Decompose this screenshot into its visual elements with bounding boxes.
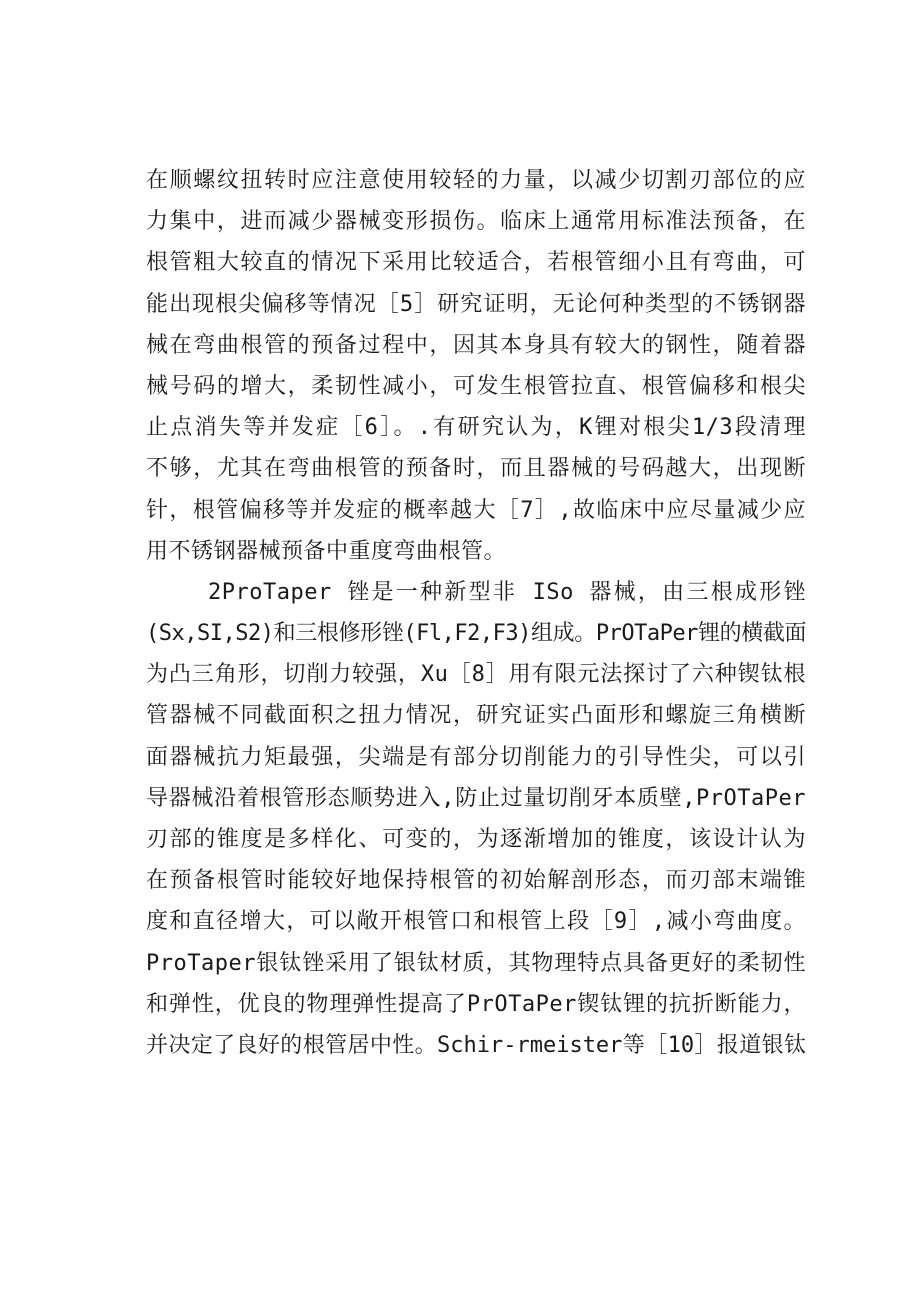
text-line: 根管粗大较直的情况下采用比较适合，若根管细小且有弯曲，可 (146, 250, 806, 276)
text-line: 止点消失等并发症［6］。.有研究认为，K锂对根尖1/3段清理 (146, 415, 806, 441)
text-line: 并决定了良好的根管居中性。Schir-rmeister等［10］报道银钛 (146, 1032, 806, 1058)
text-line: 械在弯曲根管的预备过程中，因其本身具有较大的钢性，随着器 (146, 332, 806, 358)
text-line: 不够，尤其在弯曲根管的预备时，而且器械的号码越大，出现断 (146, 456, 806, 482)
text-line: 面器械抗力矩最强，尖端是有部分切削能力的引导性尖，可以引 (146, 744, 806, 770)
text-line: 和弹性，优良的物理弹性提高了PrOTaPer锲钛锂的抗折断能力， (146, 991, 806, 1017)
text-line: 在顺螺纹扭转时应注意使用较轻的力量，以减少切割刃部位的应 (146, 168, 806, 193)
text-line: 管器械不同截面积之扭力情况，研究证实凸面形和螺旋三角横断 (146, 703, 806, 729)
text-line-paragraph-start: 2ProTaper 锉是一种新型非 ISo 器械，由三根成形锉 (146, 579, 806, 605)
text-line: 在预备根管时能较好地保持根管的初始解剖形态，而刃部末端锥 (146, 868, 806, 894)
text-line: 针，根管偏移等并发症的概率越大［7］,故临床中应尽量减少应 (146, 497, 806, 523)
body-text (146, 160, 806, 1066)
text-line: 力集中，进而减少器械变形损伤。临床上通常用标准法预备，在 (146, 209, 806, 235)
text-line: 为凸三角形，切削力较强，Xu［8］用有限元法探讨了六种锲钛根 (146, 662, 806, 688)
text-line: 刃部的锥度是多样化、可变的，为逐渐增加的锥度，该设计认为 (146, 827, 806, 852)
text-line-paragraph-end: 用不锈钢器械预备中重度弯曲根管。 (146, 538, 507, 564)
text-line: 导器械沿着根管形态顺势进入,防止过量切削牙本质壁,PrOTaPer (146, 785, 806, 811)
text-line: 能出现根尖偏移等情况［5］研究证明，无论何种类型的不锈钢器 (146, 291, 806, 317)
text-line: (Sx,SI,S2)和三根修形锉(Fl,F2,F3)组成。PrOTaPer锂的横截面 (146, 621, 806, 647)
text-line: 度和直径增大，可以敞开根管口和根管上段［9］,减小弯曲度。 (146, 909, 806, 935)
text-line: 械号码的增大，柔韧性减小，可发生根管拉直、根管偏移和根尖 (146, 373, 806, 399)
text-line: ProTaper银钛锉采用了银钛材质，其物理特点具备更好的柔韧性 (146, 950, 806, 976)
